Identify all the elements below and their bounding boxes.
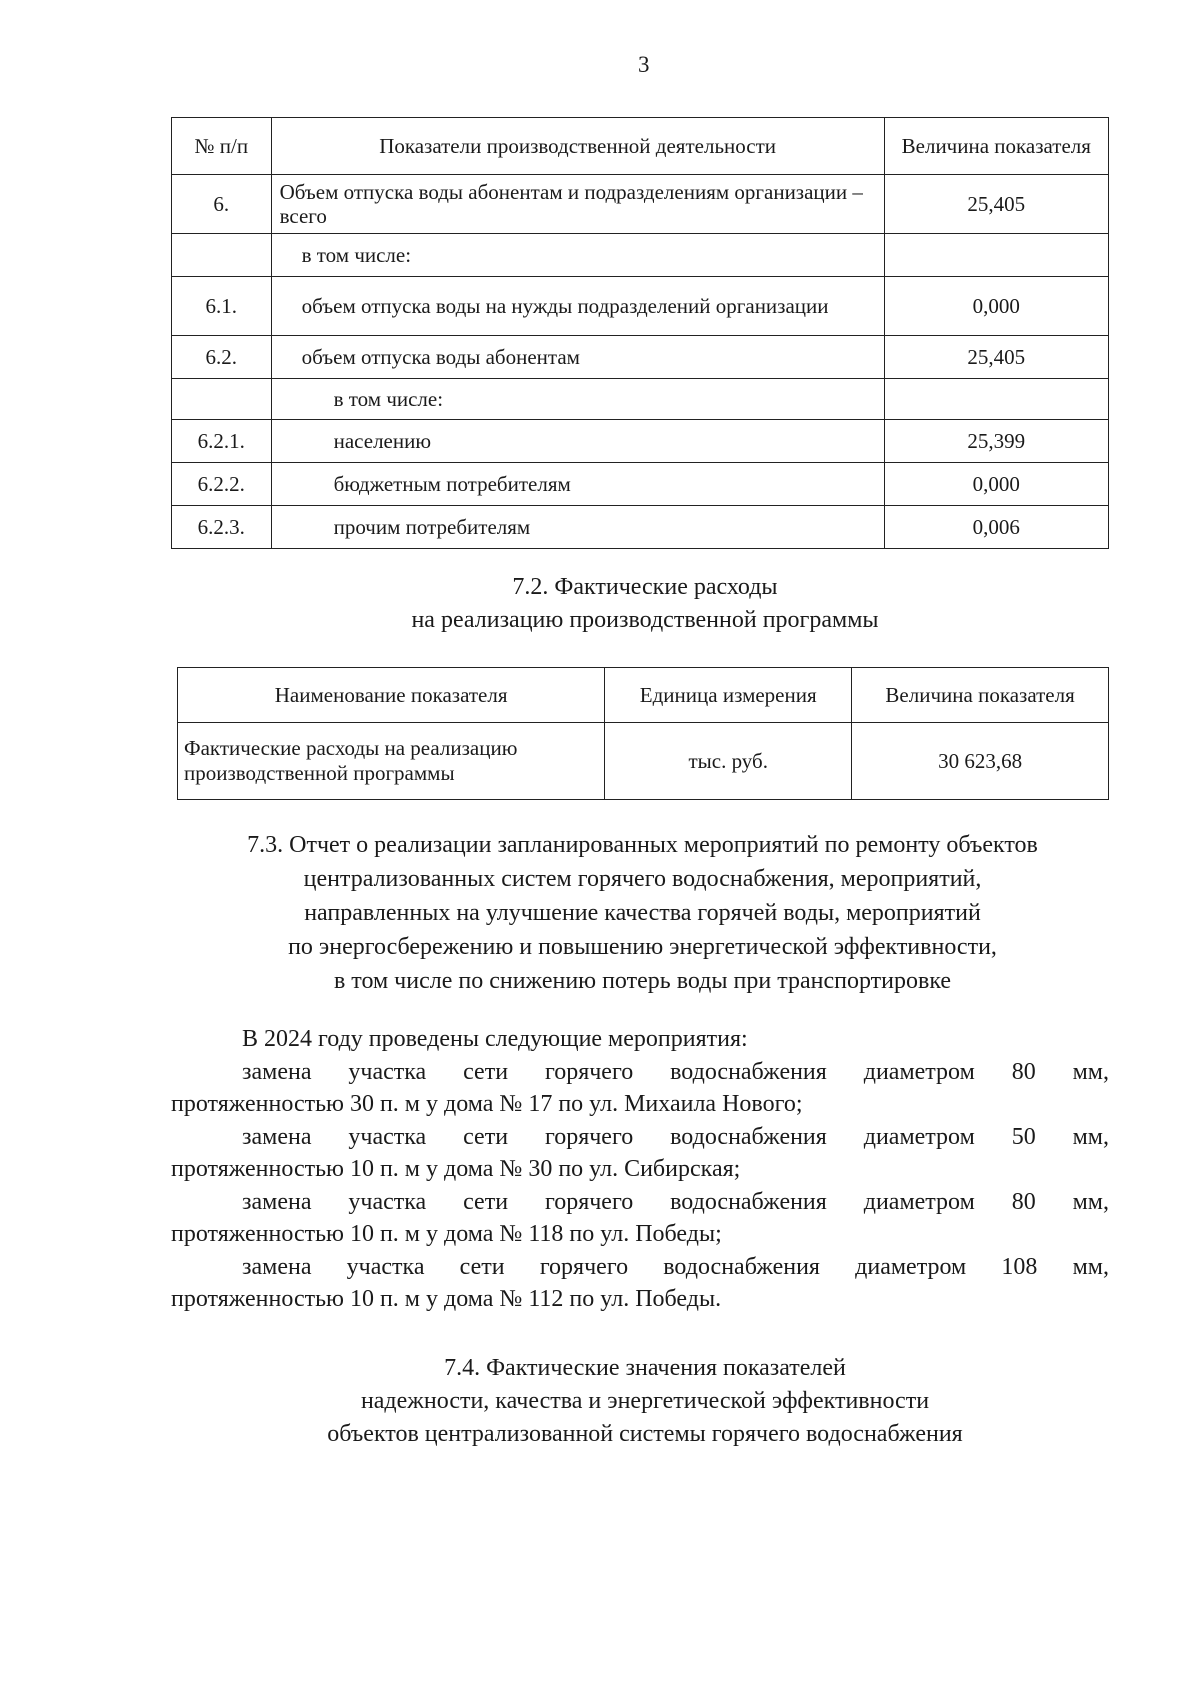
- row-value: 25,405: [884, 336, 1108, 379]
- header-indicator: Показатели производственной деятельности: [271, 118, 884, 175]
- measure-line: протяженностью 10 п. м у дома № 112 по ул. Победы.: [171, 1286, 722, 1312]
- intro-paragraph: В 2024 году проведены следующие мероприятия:: [242, 1026, 748, 1052]
- row-num: 6.2.: [172, 336, 272, 379]
- row-value: [884, 234, 1108, 277]
- row-num: [172, 234, 272, 277]
- table-row: [172, 463, 1109, 506]
- row-label: в том числе:: [271, 234, 884, 277]
- measure-line: замена участка сети горячего водоснабжения диаметром 80 мм,: [242, 1058, 1109, 1085]
- row-label: населению: [271, 420, 884, 463]
- table-row: [178, 723, 1109, 800]
- row-value: 30 623,68: [852, 723, 1109, 800]
- row-label: прочим потребителям: [271, 506, 884, 549]
- heading-line: 7.2. Фактические расходы: [512, 574, 778, 600]
- row-label: объем отпуска воды на нужды подразделений организации: [271, 277, 884, 336]
- measure-line: протяженностью 10 п. м у дома № 30 по ул. Сибирская;: [171, 1156, 741, 1182]
- table-row: [172, 277, 1109, 336]
- row-label: бюджетным потребителям: [271, 463, 884, 506]
- section-7-4-heading: [0, 1352, 1200, 1451]
- table-row: [172, 506, 1109, 549]
- row-label: Объем отпуска воды абонентам и подразделениям организации – всего: [271, 175, 884, 234]
- row-num: 6.2.3.: [172, 506, 272, 549]
- page-number: 3: [638, 52, 650, 77]
- measure-item: [171, 1056, 1109, 1121]
- measure-item: [171, 1121, 1109, 1186]
- row-value: 0,000: [884, 463, 1108, 506]
- row-value: 0,006: [884, 506, 1108, 549]
- measure-line: замена участка сети горячего водоснабжения диаметром 50 мм,: [242, 1123, 1109, 1150]
- table-row: [172, 379, 1109, 420]
- table-row: [172, 175, 1109, 234]
- actual-expenses-table: [177, 667, 1109, 800]
- heading-line: централизованных систем горячего водоснабжения, мероприятий,: [303, 866, 982, 892]
- header-name: Наименование показателя: [178, 668, 605, 723]
- measure-line: замена участка сети горячего водоснабжения диаметром 108 мм,: [242, 1253, 1109, 1280]
- heading-line: объектов централизованной системы горячего водоснабжения: [327, 1421, 963, 1447]
- header-value: Величина показателя: [884, 118, 1108, 175]
- heading-line: по энергосбережению и повышению энергетической эффективности,: [288, 934, 997, 960]
- table-row: [172, 336, 1109, 379]
- row-num: 6.2.1.: [172, 420, 272, 463]
- measure-line: замена участка сети горячего водоснабжения диаметром 80 мм,: [242, 1188, 1109, 1215]
- row-value: 25,405: [884, 175, 1108, 234]
- heading-line: в том числе по снижению потерь воды при транспортировке: [333, 968, 952, 994]
- table-header-row: [178, 668, 1109, 723]
- table-row: [172, 234, 1109, 277]
- measure-item: [171, 1251, 1109, 1316]
- header-value: Величина показателя: [852, 668, 1109, 723]
- section-7-2-heading: [0, 571, 1200, 637]
- measure-line: протяженностью 10 п. м у дома № 118 по ул. Победы;: [171, 1221, 722, 1247]
- heading-line: направленных на улучшение качества горячей воды, мероприятий: [304, 900, 981, 926]
- production-indicators-table: [171, 117, 1109, 549]
- heading-line: 7.4. Фактические значения показателей: [444, 1355, 846, 1381]
- row-value: 25,399: [884, 420, 1108, 463]
- header-num: № п/п: [172, 118, 272, 175]
- row-num: 6.2.2.: [172, 463, 272, 506]
- row-value: [884, 379, 1108, 420]
- table-header-row: [172, 118, 1109, 175]
- measure-item: [171, 1186, 1109, 1251]
- row-num: [172, 379, 272, 420]
- row-name: Фактические расходы на реализацию производственной программы: [178, 723, 605, 800]
- section-7-3-heading: [170, 828, 1115, 998]
- row-num: 6.: [172, 175, 272, 234]
- measures-text: [171, 1023, 1109, 1316]
- row-num: 6.1.: [172, 277, 272, 336]
- row-value: 0,000: [884, 277, 1108, 336]
- measure-line: протяженностью 30 п. м у дома № 17 по ул. Михаила Нового;: [171, 1091, 803, 1117]
- row-unit: тыс. руб.: [605, 723, 852, 800]
- header-unit: Единица измерения: [605, 668, 852, 723]
- row-label: объем отпуска воды абонентам: [271, 336, 884, 379]
- heading-line: надежности, качества и энергетической эффективности: [360, 1388, 930, 1414]
- row-label: в том числе:: [271, 379, 884, 420]
- table-row: [172, 420, 1109, 463]
- heading-line: на реализацию производственной программы: [411, 607, 879, 633]
- heading-line: 7.3. Отчет о реализации запланированных мероприятий по ремонту объектов: [247, 832, 1038, 858]
